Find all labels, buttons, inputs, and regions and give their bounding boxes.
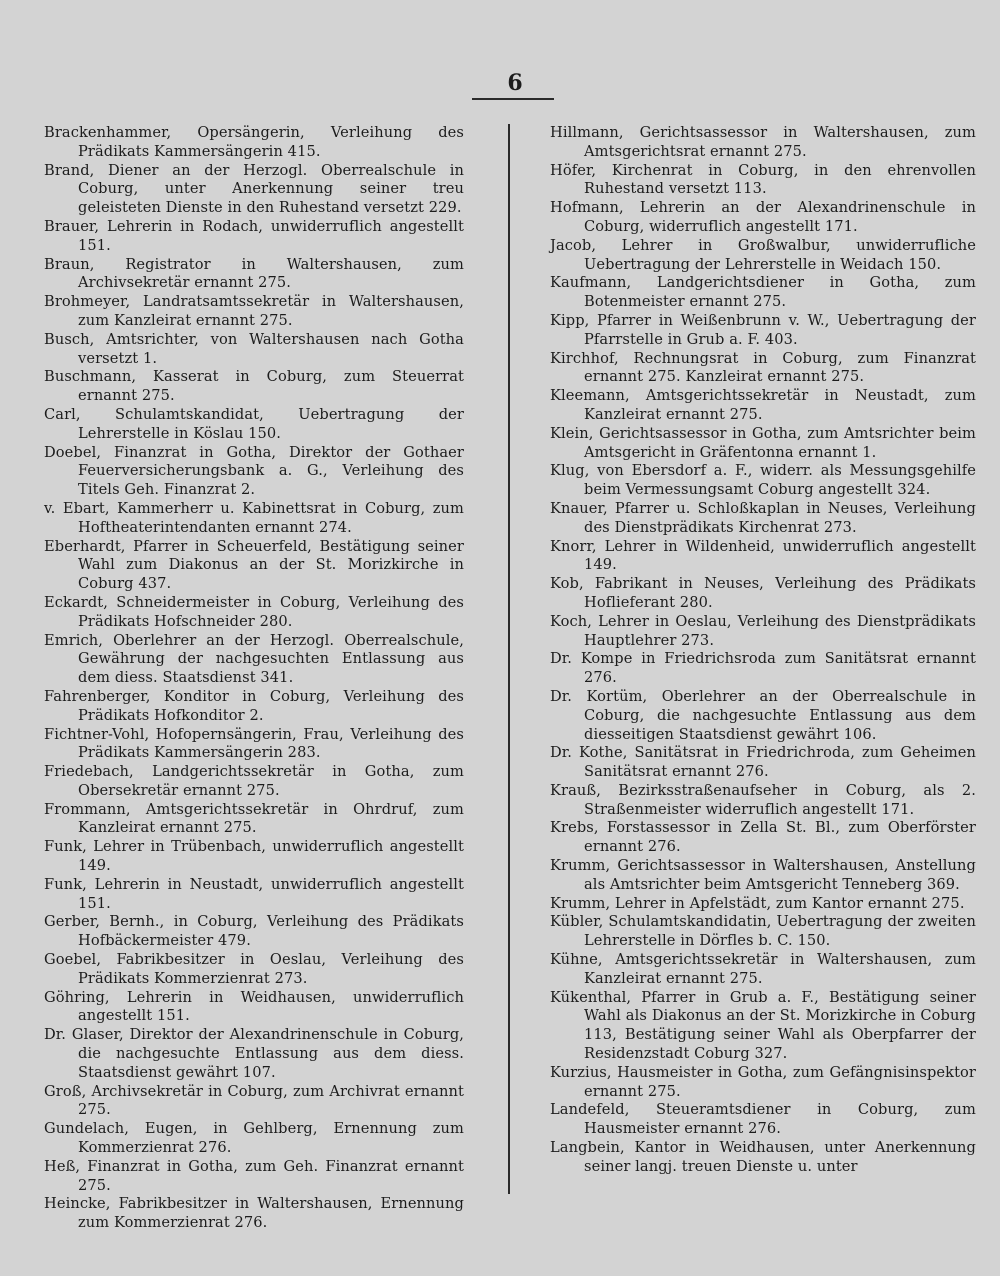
- index-entry: Höfer, Kirchenrat in Coburg, in den ehrenvollen Ruhestand versetzt 113.: [550, 161, 976, 198]
- index-entry: Doebel, Finanzrat in Gotha, Direktor der Gothaer Feuerversicherungsbank a. G., Verleihung des Titels Geh. Finanzrat 2.: [44, 443, 464, 499]
- index-entry: Frommann, Amtsgerichtssekretär in Ohrdruf, zum Kanzleirat ernannt 275.: [44, 800, 464, 837]
- index-entry: Brand, Diener an der Herzogl. Oberrealschule in Coburg, unter Anerkennung seiner treu geleisteten Dienste in den Ruhestand versetzt 229.: [44, 161, 464, 217]
- header-rule: [472, 98, 554, 100]
- index-entry: Klug, von Ebersdorf a. F., widerr. als Messungsgehilfe beim Vermessungsamt Coburg angestellt 324.: [550, 462, 976, 499]
- index-entry: Langbein, Kantor in Weidhausen, unter Anerkennung seiner langj. treuen Dienste u. unter: [550, 1139, 976, 1175]
- index-entry: Brauer, Lehrerin in Rodach, unwiderruflich angestellt 151.: [44, 217, 464, 254]
- index-entry: Kipp, Pfarrer in Weißenbrunn v. W., Uebertragung der Pfarrstelle in Grub a. F. 403.: [550, 311, 976, 348]
- index-entry: Dr. Kortüm, Oberlehrer an der Oberrealschule in Coburg, die nachgesuchte Entlassung aus dem diesseitigen Staatsdienst gewährt 106.: [550, 687, 976, 743]
- index-entry: Eckardt, Schneidermeister in Coburg, Verleihung des Prädikats Hofschneider 280.: [44, 593, 464, 630]
- index-entry: Jacob, Lehrer in Großwalbur, unwiderrufliche Uebertragung der Lehrerstelle in Weidach 150.: [550, 236, 976, 273]
- index-entry: Dr. Kothe, Sanitätsrat in Friedrichroda, zum Geheimen Sanitätsrat ernannt 276.: [550, 744, 976, 781]
- index-entry: Funk, Lehrer in Trübenbach, unwiderruflich angestellt 149.: [44, 838, 464, 875]
- index-entry: Brohmeyer, Landratsamtssekretär in Waltershausen, zum Kanzleirat ernannt 275.: [44, 293, 464, 329]
- index-entry: Heincke, Fabrikbesitzer in Waltershausen, Ernennung zum Kommerzienrat 276.: [44, 1195, 464, 1232]
- index-entry: Kurzius, Hausmeister in Gotha, zum Gefängnisinspektor ernannt 275.: [550, 1063, 976, 1100]
- index-entry: Klein, Gerichtsassessor in Gotha, zum Amtsrichter beim Amtsgericht in Gräfentonna ernannt 1.: [550, 424, 976, 461]
- column-divider: [508, 124, 510, 1194]
- index-entry: Kleemann, Amtsgerichtssekretär in Neustadt, zum Kanzleirat ernannt 275.: [550, 387, 976, 423]
- index-entry: Eberhardt, Pfarrer in Scheuerfeld, Bestätigung seiner Wahl zum Diakonus an der St. Morizkirche in Coburg 437.: [44, 537, 464, 593]
- index-entry: Kühne, Amtsgerichtssekretär in Waltershausen, zum Kanzleirat ernannt 275.: [550, 951, 976, 987]
- index-entry: Groß, Archivsekretär in Coburg, zum Archivrat ernannt 275.: [44, 1082, 464, 1119]
- index-entry: Heß, Finanzrat in Gotha, zum Geh. Finanzrat ernannt 275.: [44, 1157, 464, 1194]
- index-entry: Krebs, Forstassessor in Zella St. Bl., zum Oberförster ernannt 276.: [550, 819, 976, 856]
- index-entry: Carl, Schulamtskandidat, Uebertragung der Lehrerstelle in Köslau 150.: [44, 405, 464, 442]
- index-entry: Kaufmann, Landgerichtsdiener in Gotha, zum Botenmeister ernannt 275.: [550, 274, 976, 311]
- index-entry: Dr. Glaser, Direktor der Alexandrinenschule in Coburg, die nachgesuchte Entlassung aus dem diess. Staatsdienst gewährt 107.: [44, 1026, 464, 1081]
- index-entry: Kükenthal, Pfarrer in Grub a. F., Bestätigung seiner Wahl als Diakonus an der St. Morizkirche in Coburg 113, Bestätigung seiner Wahl als Oberpfarrer der Residenzstadt Coburg 327.: [550, 988, 976, 1063]
- index-entry: Buschmann, Kasserat in Coburg, zum Steuerrat ernannt 275.: [44, 368, 464, 405]
- index-entry: Fahrenberger, Konditor in Coburg, Verleihung des Prädikats Hofkonditor 2.: [44, 687, 464, 724]
- index-entry: Koch, Lehrer in Oeslau, Verleihung des Dienstprädikats Hauptlehrer 273.: [550, 612, 976, 649]
- index-entry: Knorr, Lehrer in Wildenheid, unwiderruflich angestellt 149.: [550, 537, 976, 574]
- index-entry: Göhring, Lehrerin in Weidhausen, unwiderruflich angestellt 151.: [44, 988, 464, 1025]
- index-entry: Emrich, Oberlehrer an der Herzogl. Oberrealschule, Gewährung der nachgesuchten Entlassung aus dem diess. Staatsdienst 341.: [44, 631, 464, 687]
- index-entry: Krauß, Bezirksstraßenaufseher in Coburg, als 2. Straßenmeister widerruflich angestellt 171.: [550, 781, 976, 818]
- index-entry: Gerber, Bernh., in Coburg, Verleihung des Prädikats Hofbäckermeister 479.: [44, 913, 464, 950]
- index-entry: Braun, Registrator in Waltershausen, zum Archivsekretär ernannt 275.: [44, 255, 464, 292]
- index-entry: Busch, Amtsrichter, von Waltershausen nach Gotha versetzt 1.: [44, 330, 464, 367]
- index-entry: Goebel, Fabrikbesitzer in Oeslau, Verleihung des Prädikats Kommerzienrat 273.: [44, 951, 464, 987]
- index-entry: v. Ebart, Kammerherr u. Kabinettsrat in Coburg, zum Hoftheaterintendanten ernannt 274.: [44, 499, 464, 536]
- index-entry: Hofmann, Lehrerin an der Alexandrinenschule in Coburg, widerruflich angestellt 171.: [550, 199, 976, 235]
- index-entry: Hillmann, Gerichtsassessor in Waltershausen, zum Amtsgerichtsrat ernannt 275.: [550, 124, 976, 160]
- index-entry: Krumm, Gerichtsassessor in Waltershausen, Anstellung als Amtsrichter beim Amtsgericht Tenneberg 369.: [550, 857, 976, 893]
- index-entry: Dr. Kompe in Friedrichsroda zum Sanitätsrat ernannt 276.: [550, 650, 976, 687]
- index-entry: Knauer, Pfarrer u. Schloßkaplan in Neuses, Verleihung des Dienstprädikats Kirchenrat 273.: [550, 499, 976, 536]
- right-column: [550, 124, 976, 1177]
- left-column: [44, 124, 464, 1233]
- index-entry: Kob, Fabrikant in Neuses, Verleihung des Prädikats Hoflieferant 280.: [550, 575, 976, 611]
- index-entry: Kübler, Schulamtskandidatin, Uebertragung der zweiten Lehrerstelle in Dörfles b. C. 150.: [550, 913, 976, 950]
- index-entry: Gundelach, Eugen, in Gehlberg, Ernennung zum Kommerzienrat 276.: [44, 1120, 464, 1157]
- index-entry: Funk, Lehrerin in Neustadt, unwiderruflich angestellt 151.: [44, 875, 464, 912]
- index-entry: Fichtner-Vohl, Hofopernsängerin, Frau, Verleihung des Prädikats Kammersängerin 283.: [44, 725, 464, 762]
- index-entry: Krumm, Lehrer in Apfelstädt, zum Kantor ernannt 275.: [550, 894, 965, 912]
- index-entry: Brackenhammer, Opersängerin, Verleihung des Prädikats Kammersängerin 415.: [44, 124, 464, 160]
- index-entry: Landefeld, Steueramtsdiener in Coburg, zum Hausmeister ernannt 276.: [550, 1101, 976, 1138]
- page-number: 6: [507, 70, 523, 96]
- index-entry: Kirchhof, Rechnungsrat in Coburg, zum Finanzrat ernannt 275. Kanzleirat ernannt 275.: [550, 349, 976, 386]
- index-entry: Friedebach, Landgerichtssekretär in Gotha, zum Obersekretär ernannt 275.: [44, 763, 464, 799]
